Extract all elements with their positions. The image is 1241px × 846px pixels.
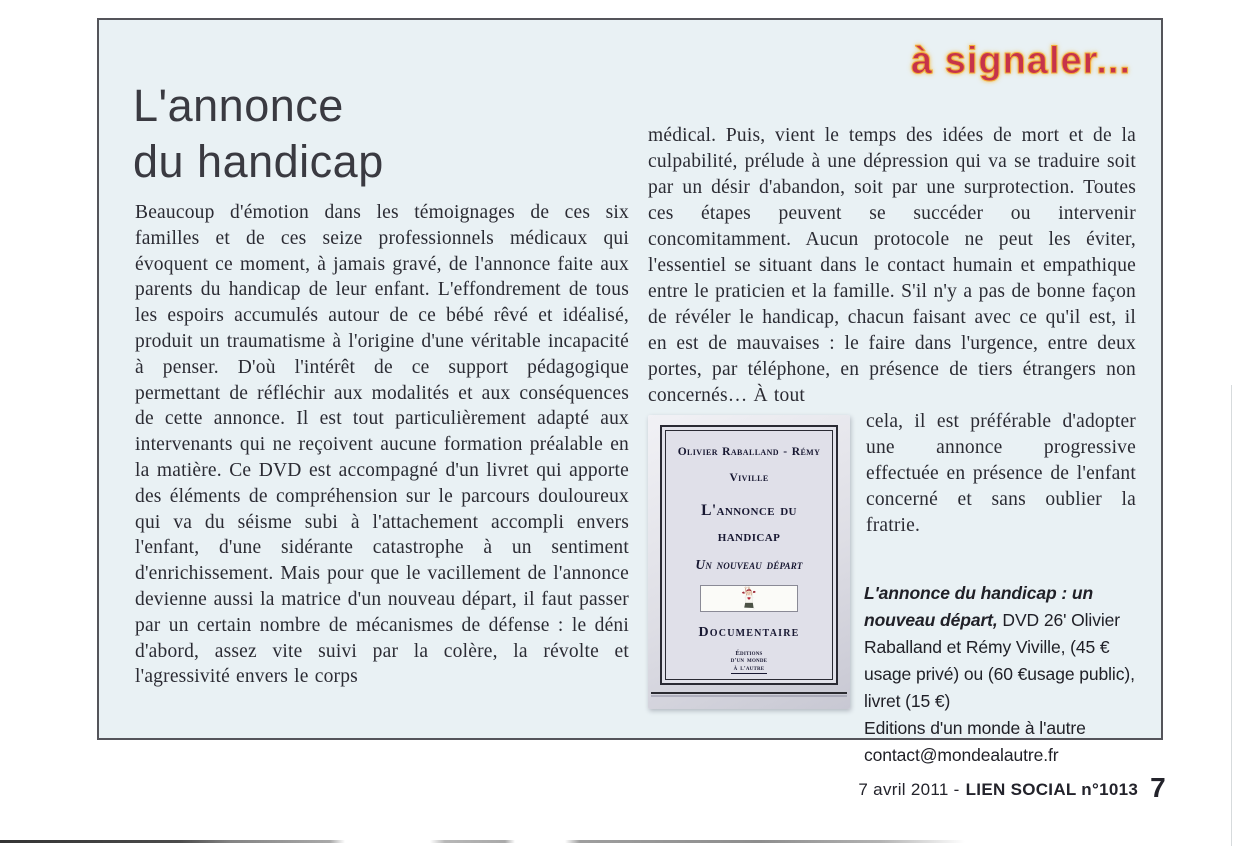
dvd-subtitle: Un nouveau départ — [695, 557, 803, 572]
dvd-caption-contact: contact@mondealautre.fr — [864, 745, 1059, 765]
article-title-line2: du handicap — [133, 136, 384, 187]
dvd-case — [648, 415, 850, 709]
article-column-left — [135, 200, 629, 690]
scan-artifact-right-edge — [1231, 385, 1232, 846]
footer-page-number: 7 — [1150, 772, 1166, 803]
article-paragraph-right-top: médical. Puis, vient le temps des idées de mort et de la culpabilité, prélude à une dépression qui va se traduire soit par un désir d'abandon, soit par une surprotection. Toutes ces étapes peuvent se succéder ou intervenir concomitamment. Aucun protocole ne peut les éviter, l'essentiel se situant dans le contact humain et empathique entre le praticien et la famille. S'il n'y a pas de bonne façon de révéler le handicap, chacun faisant avec ce qu'il est, il en est de mauvaises : le faire dans l'urgence, entre deux portes, par téléphone, en présence de tiers étrangers non concernés… À tout — [648, 125, 1136, 406]
dvd-caption-publisher: Editions d'un monde à l'autre — [864, 718, 1086, 738]
article-paragraph-right-wrap: cela, il est préférable d'adopter une annonce progressive effectuée en présence de l'enfant concerné et sans oublier la fratrie. — [866, 411, 1136, 536]
footer-publication: LIEN SOCIAL n°1013 — [965, 780, 1139, 799]
article-title-line1: L'annonce — [133, 80, 344, 131]
dvd-genre: Documentaire — [698, 624, 800, 640]
girl-illustration — [700, 585, 798, 612]
article-panel — [97, 18, 1163, 765]
article-title — [133, 78, 384, 190]
article-paragraph-left: Beaucoup d'émotion dans les témoignages de ces six familles et de ces seize professionnels médicaux qui évoquent ce moment, à jamais gravé, de l'annonce faite aux parents du handicap de leur enfant. L'effondrement de tous les espoirs accumulés autour de ce bébé rêvé et idéalisé, produit un traumatisme à l'origine d'une véritable incapacité à penser. D'où l'intérêt de ce support pédagogique permettant de réfléchir aux modalités et aux conséquences de cette annonce. Il est tout particulièrement adapté aux intervenants qui ne reçoivent aucune formation préalable en la matière. Ce DVD est accompagné d'un livret qui apporte des éléments de compréhension sur le parcours douloureux qui va du séisme subi à l'attachement accompli envers l'enfant, d'une sidérante catastrophe à un sentiment d'enrichissement. Mais pour que le vacillement de l'annonce devienne aussi la matrice d'un nouveau départ, il faut passer par un certain nombre de mécanismes de défense : le déni d'abord, assez vite suivi par la colère, la révolte et l'agressivité envers le corps — [135, 202, 629, 688]
dvd-cover-photo — [648, 415, 850, 709]
page-footer — [858, 770, 1166, 802]
footer-date: 7 avril 2011 - — [858, 780, 960, 799]
dvd-title: L'annonce du handicap — [701, 502, 797, 545]
dvd-publisher-logo: Éditions d'un monde à l'autre — [731, 650, 767, 675]
dvd-caption-title: L'annonce du handicap : un nouveau départ, — [864, 583, 1094, 630]
dvd-cover-frame — [660, 425, 838, 685]
dvd-authors: Olivier Raballand - Rémy Viville — [677, 446, 821, 484]
dvd-caption — [864, 580, 1137, 769]
section-label: à signaler... — [911, 40, 1131, 82]
dvd-caption-details: DVD 26' Olivier Raballand et Rémy Viville, (45 € usage privé) ou (60 €usage public), livret (15 €) — [864, 610, 1135, 711]
scan-artifact-bottom — [0, 840, 965, 843]
